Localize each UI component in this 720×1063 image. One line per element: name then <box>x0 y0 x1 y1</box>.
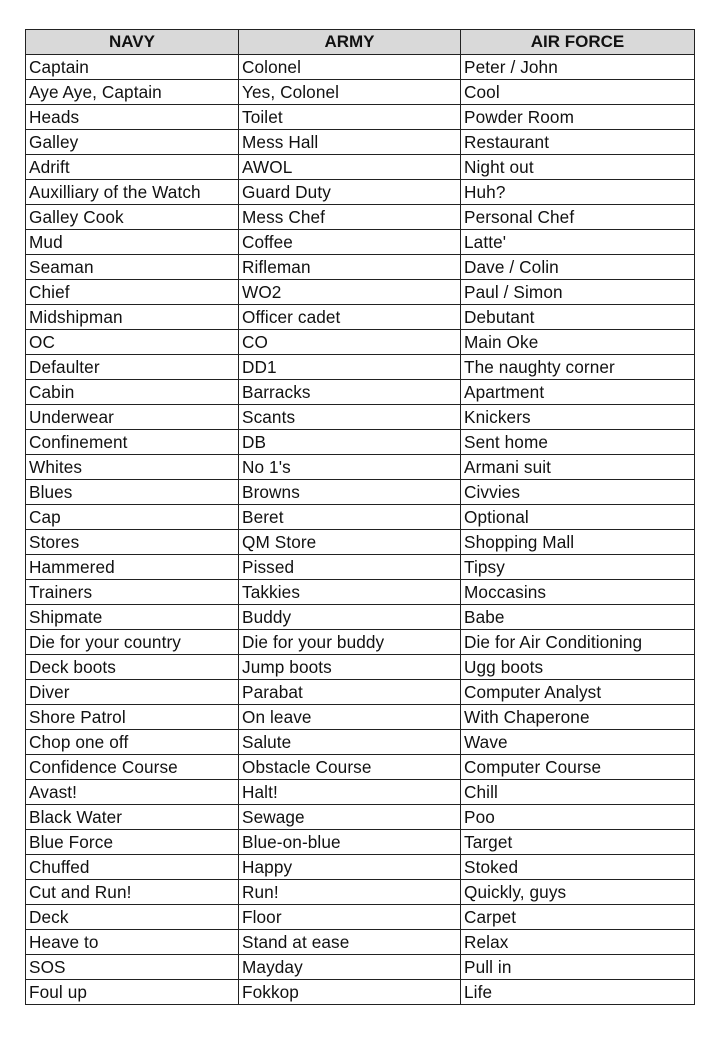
air-force-cell: Civvies <box>461 480 695 505</box>
table-row <box>26 780 695 805</box>
navy-cell: Heads <box>26 105 239 130</box>
air-force-cell: Knickers <box>461 405 695 430</box>
army-cell: QM Store <box>239 530 461 555</box>
navy-cell: Cap <box>26 505 239 530</box>
table-row <box>26 605 695 630</box>
table-row <box>26 280 695 305</box>
air-force-cell: Optional <box>461 505 695 530</box>
air-force-cell: Debutant <box>461 305 695 330</box>
table-row <box>26 530 695 555</box>
air-force-cell: Night out <box>461 155 695 180</box>
air-force-cell: Moccasins <box>461 580 695 605</box>
table-row <box>26 980 695 1005</box>
army-cell: WO2 <box>239 280 461 305</box>
army-cell: Scants <box>239 405 461 430</box>
table-row <box>26 905 695 930</box>
air-force-cell: Personal Chef <box>461 205 695 230</box>
table-row <box>26 580 695 605</box>
army-cell: CO <box>239 330 461 355</box>
army-cell: Yes, Colonel <box>239 80 461 105</box>
air-force-cell: Cool <box>461 80 695 105</box>
army-cell: No 1's <box>239 455 461 480</box>
navy-cell: Defaulter <box>26 355 239 380</box>
air-force-cell: Computer Analyst <box>461 680 695 705</box>
navy-cell: SOS <box>26 955 239 980</box>
table-row <box>26 930 695 955</box>
table-row <box>26 855 695 880</box>
table-row <box>26 705 695 730</box>
army-cell: Barracks <box>239 380 461 405</box>
navy-cell: Black Water <box>26 805 239 830</box>
army-cell: Die for your buddy <box>239 630 461 655</box>
navy-cell: Hammered <box>26 555 239 580</box>
air-force-cell: With Chaperone <box>461 705 695 730</box>
table-row <box>26 430 695 455</box>
navy-cell: Confinement <box>26 430 239 455</box>
air-force-cell: Dave / Colin <box>461 255 695 280</box>
header-air-force: AIR FORCE <box>461 30 695 55</box>
army-cell: Buddy <box>239 605 461 630</box>
air-force-cell: Powder Room <box>461 105 695 130</box>
army-cell: AWOL <box>239 155 461 180</box>
navy-cell: Avast! <box>26 780 239 805</box>
navy-cell: Deck boots <box>26 655 239 680</box>
header-army: ARMY <box>239 30 461 55</box>
table-row <box>26 655 695 680</box>
air-force-cell: The naughty corner <box>461 355 695 380</box>
air-force-cell: Pull in <box>461 955 695 980</box>
header-row <box>26 30 695 55</box>
table-row <box>26 880 695 905</box>
navy-cell: Captain <box>26 55 239 80</box>
army-cell: Fokkop <box>239 980 461 1005</box>
navy-cell: Midshipman <box>26 305 239 330</box>
army-cell: Pissed <box>239 555 461 580</box>
navy-cell: Chief <box>26 280 239 305</box>
air-force-cell: Poo <box>461 805 695 830</box>
air-force-cell: Sent home <box>461 430 695 455</box>
navy-cell: Chop one off <box>26 730 239 755</box>
air-force-cell: Quickly, guys <box>461 880 695 905</box>
table-row <box>26 380 695 405</box>
navy-cell: Blue Force <box>26 830 239 855</box>
navy-cell: Confidence Course <box>26 755 239 780</box>
navy-cell: Diver <box>26 680 239 705</box>
army-cell: Stand at ease <box>239 930 461 955</box>
air-force-cell: Life <box>461 980 695 1005</box>
air-force-cell: Peter / John <box>461 55 695 80</box>
table-row <box>26 755 695 780</box>
army-cell: Mess Hall <box>239 130 461 155</box>
table-row <box>26 355 695 380</box>
table-row <box>26 805 695 830</box>
table-row <box>26 105 695 130</box>
navy-cell: Cut and Run! <box>26 880 239 905</box>
navy-cell: Deck <box>26 905 239 930</box>
navy-cell: Whites <box>26 455 239 480</box>
table-row <box>26 205 695 230</box>
navy-cell: Aye Aye, Captain <box>26 80 239 105</box>
navy-cell: Trainers <box>26 580 239 605</box>
army-cell: Happy <box>239 855 461 880</box>
table-row <box>26 180 695 205</box>
navy-cell: Stores <box>26 530 239 555</box>
air-force-cell: Relax <box>461 930 695 955</box>
table-row <box>26 330 695 355</box>
air-force-cell: Die for Air Conditioning <box>461 630 695 655</box>
army-cell: Officer cadet <box>239 305 461 330</box>
army-cell: Blue-on-blue <box>239 830 461 855</box>
table-row <box>26 730 695 755</box>
comparison-table <box>25 29 695 1005</box>
army-cell: Parabat <box>239 680 461 705</box>
air-force-cell: Target <box>461 830 695 855</box>
navy-cell: Mud <box>26 230 239 255</box>
table-row <box>26 55 695 80</box>
navy-cell: Auxilliary of the Watch <box>26 180 239 205</box>
air-force-cell: Paul / Simon <box>461 280 695 305</box>
air-force-cell: Carpet <box>461 905 695 930</box>
army-cell: Sewage <box>239 805 461 830</box>
air-force-cell: Chill <box>461 780 695 805</box>
army-cell: On leave <box>239 705 461 730</box>
table-body <box>26 55 695 1005</box>
navy-cell: OC <box>26 330 239 355</box>
army-cell: Salute <box>239 730 461 755</box>
table-row <box>26 830 695 855</box>
table-row <box>26 130 695 155</box>
navy-cell: Die for your country <box>26 630 239 655</box>
navy-cell: Galley Cook <box>26 205 239 230</box>
army-cell: Jump boots <box>239 655 461 680</box>
army-cell: Beret <box>239 505 461 530</box>
table-row <box>26 155 695 180</box>
navy-cell: Seaman <box>26 255 239 280</box>
army-cell: DD1 <box>239 355 461 380</box>
table-row <box>26 555 695 580</box>
table-row <box>26 230 695 255</box>
army-cell: Mayday <box>239 955 461 980</box>
air-force-cell: Huh? <box>461 180 695 205</box>
navy-cell: Adrift <box>26 155 239 180</box>
table-row <box>26 455 695 480</box>
air-force-cell: Shopping Mall <box>461 530 695 555</box>
air-force-cell: Babe <box>461 605 695 630</box>
army-cell: Coffee <box>239 230 461 255</box>
air-force-cell: Wave <box>461 730 695 755</box>
air-force-cell: Main Oke <box>461 330 695 355</box>
army-cell: Halt! <box>239 780 461 805</box>
navy-cell: Heave to <box>26 930 239 955</box>
navy-cell: Chuffed <box>26 855 239 880</box>
army-cell: Takkies <box>239 580 461 605</box>
table-row <box>26 405 695 430</box>
army-cell: Rifleman <box>239 255 461 280</box>
table-row <box>26 80 695 105</box>
air-force-cell: Latte' <box>461 230 695 255</box>
navy-cell: Shipmate <box>26 605 239 630</box>
air-force-cell: Restaurant <box>461 130 695 155</box>
army-cell: Guard Duty <box>239 180 461 205</box>
air-force-cell: Computer Course <box>461 755 695 780</box>
table-row <box>26 480 695 505</box>
navy-cell: Underwear <box>26 405 239 430</box>
army-cell: Mess Chef <box>239 205 461 230</box>
air-force-cell: Stoked <box>461 855 695 880</box>
army-cell: Colonel <box>239 55 461 80</box>
navy-cell: Foul up <box>26 980 239 1005</box>
navy-cell: Cabin <box>26 380 239 405</box>
army-cell: Obstacle Course <box>239 755 461 780</box>
army-cell: Toilet <box>239 105 461 130</box>
navy-cell: Blues <box>26 480 239 505</box>
army-cell: Floor <box>239 905 461 930</box>
table-row <box>26 630 695 655</box>
air-force-cell: Ugg boots <box>461 655 695 680</box>
air-force-cell: Apartment <box>461 380 695 405</box>
air-force-cell: Tipsy <box>461 555 695 580</box>
table-row <box>26 505 695 530</box>
navy-cell: Shore Patrol <box>26 705 239 730</box>
table-row <box>26 305 695 330</box>
army-cell: Browns <box>239 480 461 505</box>
table-row <box>26 955 695 980</box>
table-row <box>26 255 695 280</box>
army-cell: Run! <box>239 880 461 905</box>
air-force-cell: Armani suit <box>461 455 695 480</box>
header-navy: NAVY <box>26 30 239 55</box>
army-cell: DB <box>239 430 461 455</box>
navy-cell: Galley <box>26 130 239 155</box>
table-row <box>26 680 695 705</box>
